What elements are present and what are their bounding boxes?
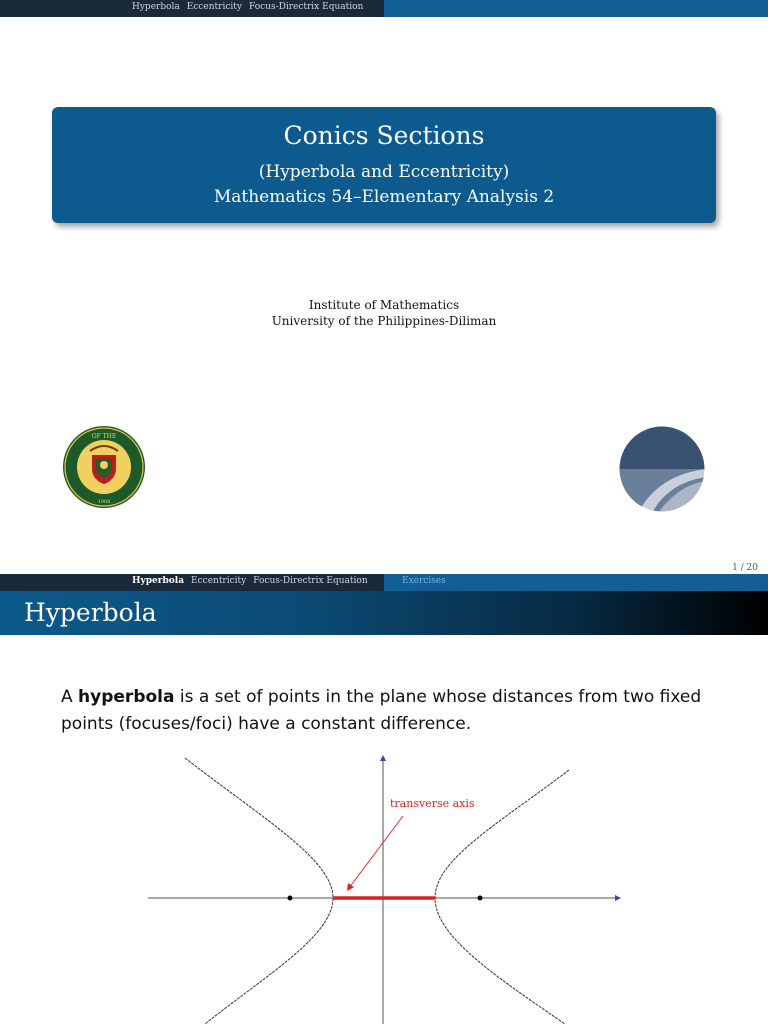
term-hyperbola: hyperbola <box>78 687 175 707</box>
nav-items <box>132 576 375 586</box>
focus-right <box>478 896 483 901</box>
nav-exercises[interactable]: Exercises <box>402 576 446 586</box>
y-axis-arrow <box>380 755 386 761</box>
hyperbola-left-branch <box>185 758 333 1024</box>
title-block <box>52 107 716 223</box>
frame-title: Hyperbola <box>24 598 157 627</box>
svg-text:1908: 1908 <box>97 499 111 505</box>
focus-left <box>288 896 293 901</box>
label-arrowhead <box>347 883 354 891</box>
label-arrow <box>349 816 403 888</box>
hyperbola-diagram <box>145 750 625 1024</box>
text-post: is a set of points in the plane whose distances from two fixed points (focuses/foci) have a constant difference. <box>61 687 702 734</box>
text-pre: A <box>61 687 79 707</box>
institute-name: Institute of Mathematics <box>308 298 460 312</box>
slide-title: Conics Sections <box>283 121 485 150</box>
top-navbar <box>0 0 768 17</box>
institute-logo <box>618 425 706 513</box>
svg-text:OF THE: OF THE <box>91 433 117 440</box>
slide-subtitle: (Hyperbola and Eccentricity) <box>258 162 510 182</box>
nav-hyperbola[interactable]: Hyperbola <box>132 2 180 12</box>
second-navbar <box>0 574 768 591</box>
course-title: Mathematics 54–Elementary Analysis 2 <box>213 187 555 207</box>
transverse-axis-label: transverse axis <box>390 797 475 810</box>
x-axis-arrow <box>615 895 621 901</box>
university-name: University of the Philippines-Diliman <box>271 314 497 328</box>
definition-text <box>61 684 721 738</box>
nav-focus-directrix[interactable]: Focus-Directrix Equation <box>248 2 364 12</box>
nav-hyperbola[interactable]: Hyperbola <box>132 576 185 586</box>
nav-eccentricity[interactable]: Eccentricity <box>186 2 242 12</box>
frame-title-bar <box>0 591 768 635</box>
nav-items <box>132 2 370 12</box>
up-seal-logo <box>62 425 146 509</box>
nav-eccentricity[interactable]: Eccentricity <box>191 576 247 586</box>
nav-focus-directrix[interactable]: Focus-Directrix Equation <box>253 576 368 586</box>
page-number: 1 / 20 <box>732 563 758 573</box>
institute-block <box>0 297 768 329</box>
navbar-right-band <box>384 0 768 17</box>
